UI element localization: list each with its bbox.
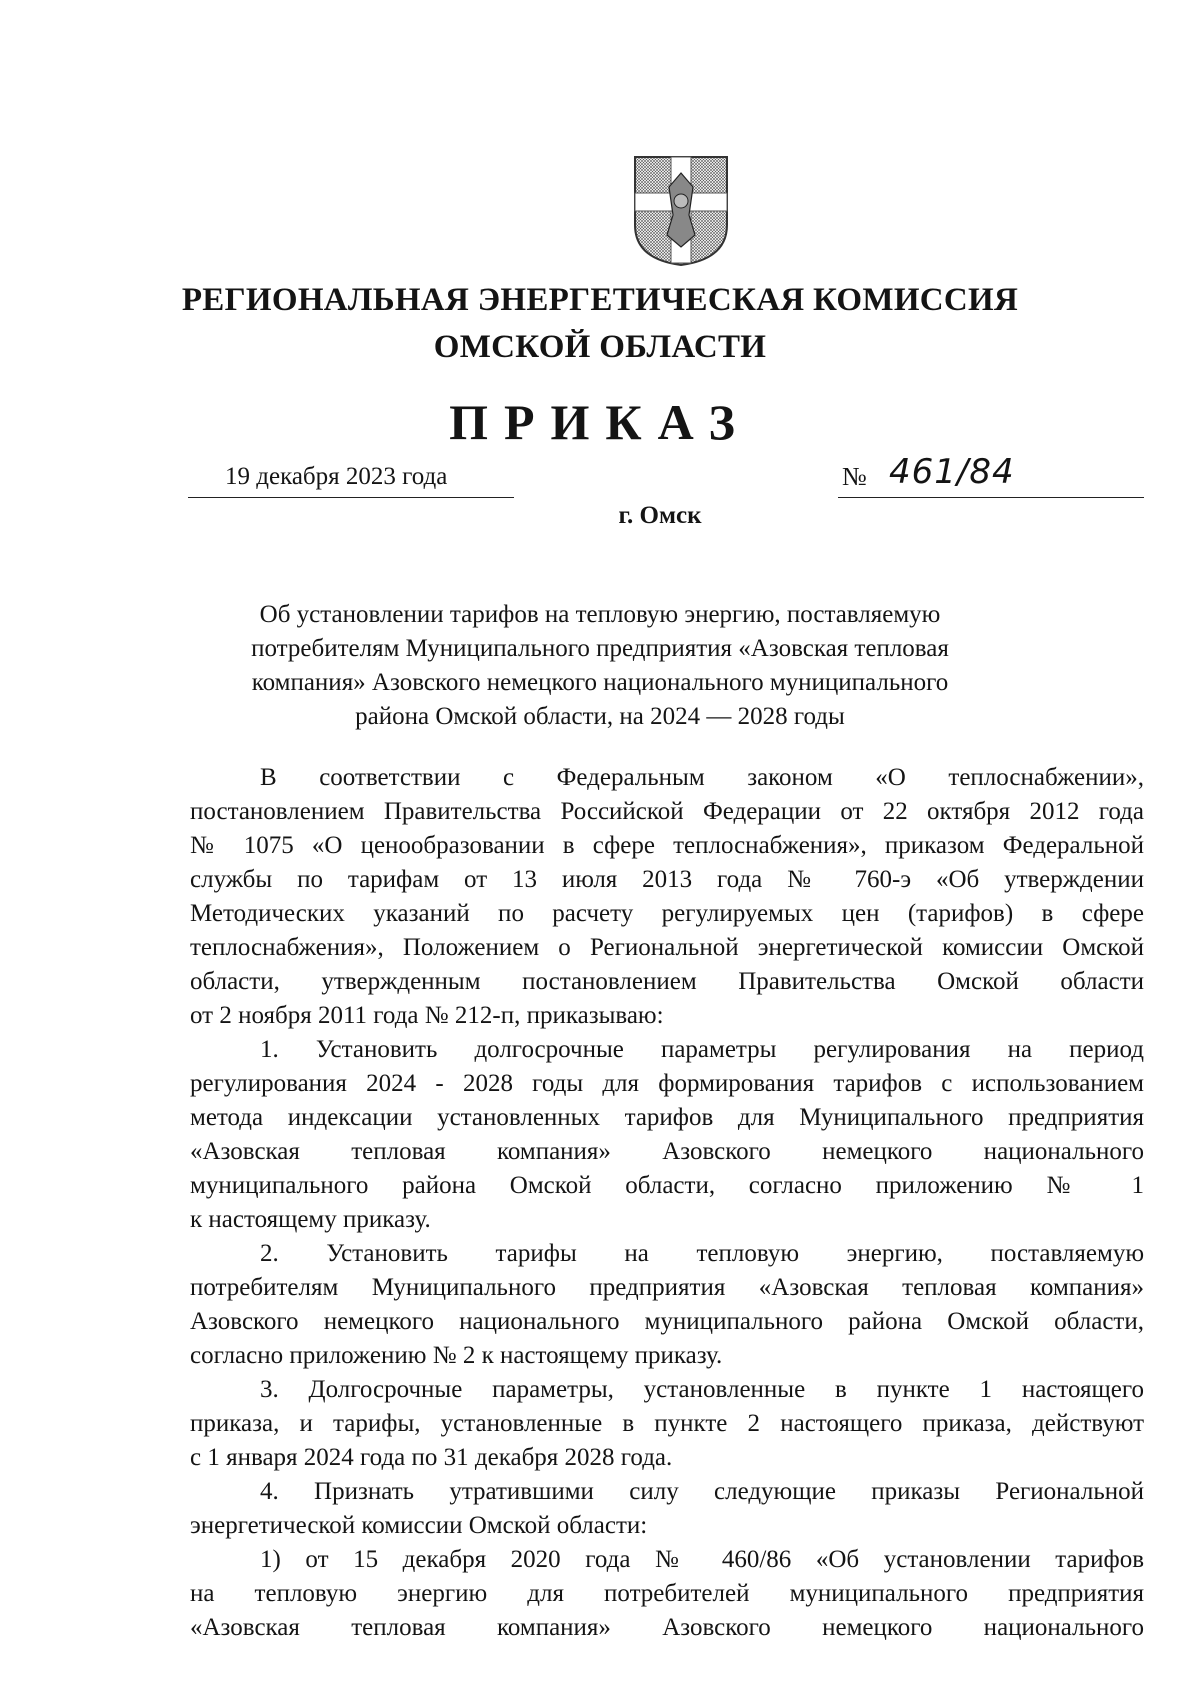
body-line: потребителям Муниципального предприятия «Азовская тепловая компания» — [190, 1274, 1144, 1301]
document-type-title: ПРИКАЗ — [449, 394, 751, 450]
body-line: муниципального района Омской области, согласно приложению № 1 — [190, 1172, 1144, 1199]
body-line: 3. Долгосрочные параметры, установленные в пункте 1 настоящего — [260, 1376, 1144, 1403]
body-line: № 1075 «О ценообразовании в сфере теплоснабжения», приказом Федеральной — [190, 832, 1144, 859]
number-sign: № — [842, 462, 867, 491]
body-line: энергетической комиссии Омской области: — [190, 1512, 648, 1539]
body-line: приказа, и тарифы, установленные в пункте 2 настоящего приказа, действуют — [190, 1410, 1144, 1437]
body-line: «Азовская тепловая компания» Азовского немецкого национального — [190, 1614, 1144, 1641]
body-line: постановлением Правительства Российской Федерации от 22 октября 2012 года — [190, 798, 1144, 825]
body-line: метода индексации установленных тарифов для Муниципального предприятия — [190, 1104, 1144, 1131]
body-line: с 1 января 2024 года по 31 декабря 2028 года. — [190, 1444, 673, 1471]
body-line: В соответствии с Федеральным законом «О теплоснабжении», — [260, 764, 1144, 791]
body-line: на тепловую энергию для потребителей муниципального предприятия — [190, 1580, 1144, 1607]
body-line: теплоснабжения», Положением о Региональной энергетической комиссии Омской — [190, 934, 1144, 961]
body-line: к настоящему приказу. — [190, 1206, 431, 1233]
body-line: «Азовская тепловая компания» Азовского немецкого национального — [190, 1138, 1144, 1165]
body-line: согласно приложению № 2 к настоящему приказу. — [190, 1342, 723, 1369]
subject-line-2: потребителям Муниципального предприятия «Азовская тепловая — [251, 635, 949, 662]
body-line: Азовского немецкого национального муниципального района Омской области, — [190, 1308, 1144, 1335]
coat-of-arms-icon — [633, 155, 729, 267]
body-line: службы по тарифам от 13 июля 2013 года № 760-э «Об утверждении — [190, 866, 1144, 893]
body-line: 1) от 15 декабря 2020 года № 460/86 «Об установлении тарифов — [260, 1546, 1144, 1573]
document-number-handwritten: 461/84 — [889, 452, 1015, 492]
subject-line-1: Об установлении тарифов на тепловую энергию, поставляемую — [259, 601, 941, 628]
city-name: г. Омск — [618, 502, 702, 529]
body-line: от 2 ноября 2011 года № 212-п, приказываю: — [190, 1002, 664, 1029]
body-line: 1. Установить долгосрочные параметры регулирования на период — [260, 1036, 1144, 1063]
subject-line-3: компания» Азовского немецкого национального муниципального — [251, 669, 949, 696]
body-line: 4. Признать утратившими силу следующие приказы Региональной — [260, 1478, 1144, 1505]
document-date: 19 декабря 2023 года — [225, 463, 448, 490]
body-line: регулирования 2024 - 2028 годы для формирования тарифов с использованием — [190, 1070, 1144, 1097]
issuer-name-line-2: ОМСКОЙ ОБЛАСТИ — [433, 329, 767, 365]
body-line: области, утвержденным постановлением Правительства Омской области — [190, 968, 1144, 995]
body-line: 2. Установить тарифы на тепловую энергию, поставляемую — [260, 1240, 1144, 1267]
body-line: Методических указаний по расчету регулируемых цен (тарифов) в сфере — [190, 900, 1144, 927]
issuer-name-line-1: РЕГИОНАЛЬНАЯ ЭНЕРГЕТИЧЕСКАЯ КОМИССИЯ — [181, 282, 1019, 318]
subject-line-4: района Омской области, на 2024 — 2028 годы — [355, 703, 845, 730]
